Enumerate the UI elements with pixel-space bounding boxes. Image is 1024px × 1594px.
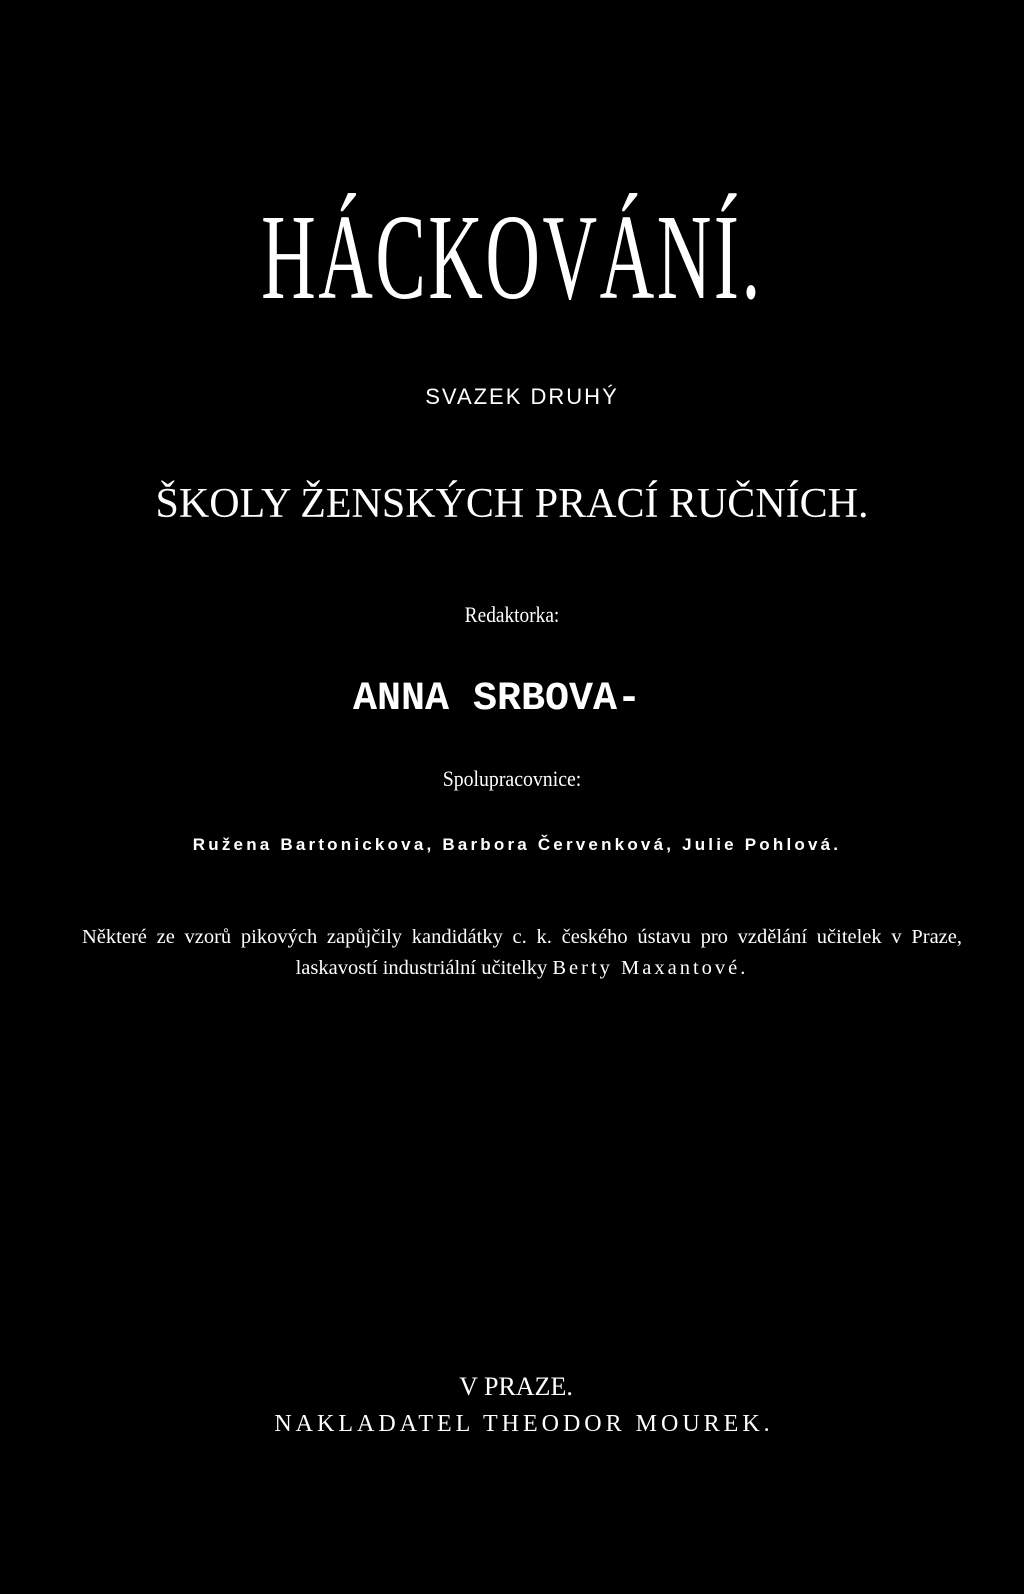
acknowledgement-text: Některé ze vzorů pikových zapůjčily kandidátky c. k. českého ústavu pro vzdělání učitelek v Praze, laskavostí industriální učitelky [82,926,962,979]
volume-label: SVAZEK DRUHÝ [425,384,619,409]
acknowledgement-name: Berty Maxantové. [552,957,749,979]
book-title: HÁCKOVÁNÍ. [261,190,763,325]
collaborators-label: Spolupracovnice: [442,766,582,791]
series-title: ŠKOLY ŽENSKÝCH PRACÍ RUČNÍCH. [155,481,869,527]
editor-name: ANNA SRBOVA- [352,677,642,722]
acknowledgement-note [82,922,962,984]
publication-place: V PRAZE. [459,1372,573,1401]
publisher: NAKLADATEL THEODOR MOUREK. [274,1411,774,1437]
collaborators-names: Ružena Bartonickova, Barbora Červenková, Julie Pohlová. [192,835,842,854]
editor-label: Redaktorka: [464,602,560,627]
